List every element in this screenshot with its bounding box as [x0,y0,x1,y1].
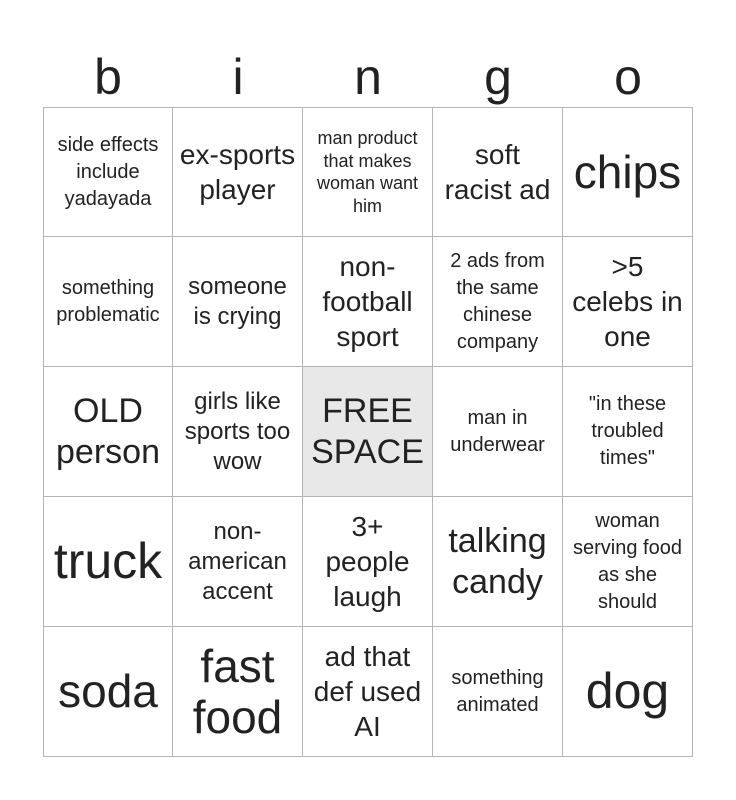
bingo-cell-r3-c5[interactable] [563,367,693,497]
cell-text: ex-sports player [179,139,296,205]
bingo-cell-r4-c1[interactable] [43,497,173,627]
bingo-title [43,48,693,106]
bingo-cell-r4-c5[interactable] [563,497,693,627]
bingo-cell-r3-c1[interactable] [43,367,173,497]
bingo-cell-r3-c4[interactable] [433,367,563,497]
bingo-cell-r2-c5[interactable] [563,237,693,367]
cell-text: FREE SPACE [311,391,424,471]
bingo-cell-r4-c4[interactable] [433,497,563,627]
bingo-cell-r2-c1[interactable] [43,237,173,367]
cell-text: soda [58,665,158,718]
bingo-cell-r5-c5[interactable] [563,627,693,757]
cell-text: non-football sport [322,251,413,352]
cell-text: something animated [451,666,544,716]
title-letter-g: g [484,49,512,105]
bingo-cell-r2-c4[interactable] [433,237,563,367]
bingo-cell-r1-c1[interactable] [43,107,173,237]
cell-text: girls like sports too wow [184,387,291,475]
cell-text: soft racist ad [444,139,551,205]
cell-text: 3+ people laugh [325,511,410,612]
cell-text: 2 ads from the same chinese company [450,249,545,353]
cell-text: truck [53,533,163,589]
title-letter-i: i [232,49,244,105]
cell-text: ad that def used AI [313,641,422,742]
cell-text: something problematic [56,276,160,326]
cell-text: "in these troubled times" [588,393,667,469]
cell-text: non-american accent [188,517,287,605]
bingo-board [43,107,693,757]
cell-text: woman serving food as she should [573,509,682,613]
bingo-cell-r4-c3[interactable] [303,497,433,627]
cell-text: man in underwear [450,406,545,456]
cell-text: side effects include yadayada [57,133,159,210]
bingo-cell-r1-c2[interactable] [173,107,303,237]
cell-text: >5 celebs in one [572,251,683,352]
title-letter-b: b [94,49,122,105]
bingo-cell-r5-c1[interactable] [43,627,173,757]
bingo-cell-free-space[interactable] [303,367,433,497]
bingo-cell-r3-c2[interactable] [173,367,303,497]
bingo-cell-r1-c5[interactable] [563,107,693,237]
cell-text: chips [573,145,682,198]
bingo-cell-r2-c2[interactable] [173,237,303,367]
cell-text: dog [585,663,670,719]
bingo-cell-r5-c4[interactable] [433,627,563,757]
title-letter-n: n [354,49,382,105]
cell-text: man product that makes woman want him [316,128,419,216]
bingo-cell-r5-c3[interactable] [303,627,433,757]
cell-text: talking candy [448,521,547,601]
bingo-cell-r4-c2[interactable] [173,497,303,627]
bingo-cell-r5-c2[interactable] [173,627,303,757]
bingo-cell-r1-c4[interactable] [433,107,563,237]
bingo-cell-r2-c3[interactable] [303,237,433,367]
cell-text: someone is crying [188,272,287,330]
cell-text: OLD person [56,391,160,471]
title-letter-o: o [614,49,642,105]
cell-text: fast food [192,639,283,743]
bingo-cell-r1-c3[interactable] [303,107,433,237]
